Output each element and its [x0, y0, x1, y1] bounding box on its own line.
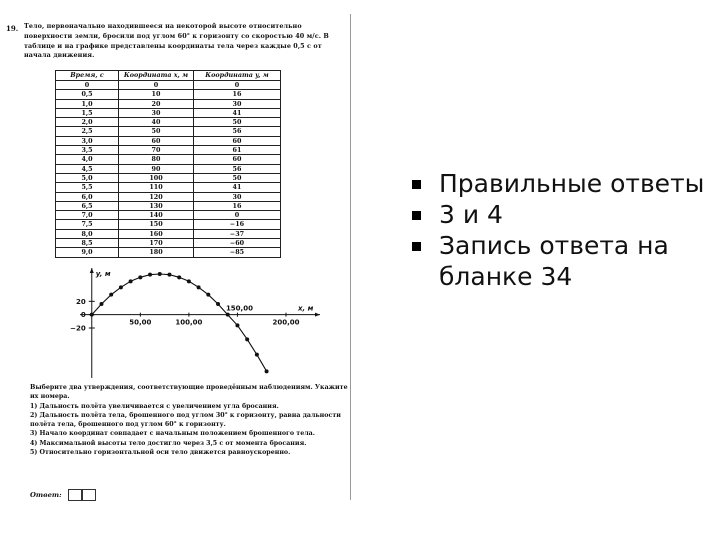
x-axis-arrow-icon [315, 313, 320, 317]
data-point [99, 302, 103, 306]
cell-x: 0 [119, 81, 194, 90]
cell-y: 60 [194, 136, 281, 145]
cell-time: 9,0 [56, 248, 119, 257]
table-row [56, 81, 281, 90]
cell-x: 70 [119, 146, 194, 155]
cell-y: 50 [194, 173, 281, 182]
bullet-text: Запись ответа на бланке 34 [439, 231, 669, 291]
cell-time: 1,5 [56, 108, 119, 117]
cell-y: −16 [194, 220, 281, 229]
cell-y: 50 [194, 118, 281, 127]
cell-y: 0 [194, 81, 281, 90]
table-row [56, 201, 281, 210]
table-body [56, 81, 281, 258]
data-point [235, 323, 239, 327]
table-row [56, 90, 281, 99]
answer-row [30, 489, 96, 501]
answer-options [30, 383, 352, 457]
cell-y: 56 [194, 127, 281, 136]
cell-time: 3,0 [56, 136, 119, 145]
square-bullet-icon [412, 242, 421, 251]
data-point [245, 337, 249, 341]
trajectory-chart [58, 264, 328, 382]
bullet-text: 3 и 4 [439, 200, 503, 229]
data-point [177, 275, 181, 279]
cell-x: 160 [119, 229, 194, 238]
answer-boxes [68, 489, 96, 501]
cell-time: 1,0 [56, 99, 119, 108]
y-axis-arrow-icon [90, 268, 94, 273]
cell-y: 30 [194, 99, 281, 108]
bullet-text: Правильные ответы [439, 169, 705, 198]
cell-time: 2,5 [56, 127, 119, 136]
cell-x: 110 [119, 183, 194, 192]
cell-x: 140 [119, 211, 194, 220]
table-row [56, 211, 281, 220]
x-tick-label: 200,00 [272, 318, 300, 327]
cell-time: 7,0 [56, 211, 119, 220]
option-3: 3) Начало координат совпадает с начальным положением брошенного тела. [30, 430, 315, 438]
bullet-item [412, 168, 712, 199]
cell-time: 6,0 [56, 192, 119, 201]
answer-box-1 [68, 489, 82, 501]
answer-label: Ответ: [30, 491, 62, 499]
cell-time: 0,5 [56, 90, 119, 99]
square-bullet-icon [412, 180, 421, 189]
data-point [119, 285, 123, 289]
data-point [255, 353, 259, 357]
data-point [265, 369, 269, 373]
table-row [56, 99, 281, 108]
y-tick-label: −20 [70, 324, 86, 333]
table-header-row [56, 71, 281, 81]
cell-time: 4,0 [56, 155, 119, 164]
table-row [56, 173, 281, 182]
option-1: 1) Дальность полёта увеличивается с увеличением угла бросания. [30, 402, 279, 410]
scanned-problem-page [0, 0, 352, 510]
data-point [138, 275, 142, 279]
cell-time: 8,0 [56, 229, 119, 238]
table-row [56, 127, 281, 136]
cell-x: 150 [119, 220, 194, 229]
cell-x: 180 [119, 248, 194, 257]
cell-x: 130 [119, 201, 194, 210]
cell-time: 5,0 [56, 173, 119, 182]
data-point [129, 279, 133, 283]
cell-time: 5,5 [56, 183, 119, 192]
table-row [56, 118, 281, 127]
answer-box-2 [82, 489, 96, 501]
cell-x: 20 [119, 99, 194, 108]
cell-y: −85 [194, 248, 281, 257]
cell-time: 7,5 [56, 220, 119, 229]
cell-y: 41 [194, 108, 281, 117]
y-tick-label: 20 [76, 297, 86, 306]
option-2: 2) Дальность полёта тела, брошенного под углом 30° к горизонту, равна дальности полёта тела, брошенного под углом 60° к горизонту. [30, 411, 341, 429]
option-5: 5) Относительно горизонтальной оси тело движется равноускоренно. [30, 449, 291, 457]
slide-bullets [412, 168, 712, 292]
data-point [90, 313, 94, 317]
data-point [206, 293, 210, 297]
table-row [56, 136, 281, 145]
cell-x: 170 [119, 239, 194, 248]
cell-time: 4,5 [56, 164, 119, 173]
cell-time: 2,0 [56, 118, 119, 127]
cell-y: −60 [194, 239, 281, 248]
cell-y: −37 [194, 229, 281, 238]
cell-x: 30 [119, 108, 194, 117]
cell-y: 56 [194, 164, 281, 173]
header-time: Время, с [56, 71, 119, 81]
cell-x: 80 [119, 155, 194, 164]
page-divider [350, 14, 351, 500]
cell-time: 3,5 [56, 146, 119, 155]
cell-y: 0 [194, 211, 281, 220]
table-row [56, 164, 281, 173]
header-x: Координата x, м [119, 71, 194, 81]
data-point [148, 273, 152, 277]
data-point [226, 313, 230, 317]
cell-x: 100 [119, 173, 194, 182]
x-tick-label: 100,00 [175, 318, 203, 327]
table-row [56, 239, 281, 248]
options-intro: Выберите два утверждения, соответствующие проведённым наблюдениям. Укажите их номера. [30, 384, 348, 401]
cell-x: 10 [119, 90, 194, 99]
table-row [56, 248, 281, 257]
chart-labels [70, 270, 313, 333]
table-row [56, 192, 281, 201]
table-row [56, 183, 281, 192]
table-row [56, 108, 281, 117]
bullet-item [412, 230, 712, 292]
data-point [109, 293, 113, 297]
table-row [56, 155, 281, 164]
cell-time: 8,5 [56, 239, 119, 248]
data-point [167, 273, 171, 277]
cell-x: 90 [119, 164, 194, 173]
cell-y: 61 [194, 146, 281, 155]
table-row [56, 146, 281, 155]
y-tick-label: 0 [80, 311, 86, 320]
cell-y: 41 [194, 183, 281, 192]
header-y: Координата y, м [194, 71, 281, 81]
table-row [56, 229, 281, 238]
square-bullet-icon [412, 211, 421, 220]
cell-x: 40 [119, 118, 194, 127]
x-tick-label: 150,00 [225, 304, 253, 313]
data-point [187, 279, 191, 283]
y-axis-label: y, м [95, 270, 111, 278]
problem-text: Тело, первоначально находившееся на некоторой высоте относительно поверхности земли, бросили под углом 60° к горизонту со скоростью 40 м/с. В таблице и на графике представлены координаты тела через каждые 0,5 с от начала движения. [24, 22, 329, 60]
cell-x: 120 [119, 192, 194, 201]
data-point [216, 302, 220, 306]
cell-y: 16 [194, 201, 281, 210]
cell-time: 0 [56, 81, 119, 90]
table-row [56, 220, 281, 229]
data-point [197, 285, 201, 289]
x-tick-label: 50,00 [129, 318, 152, 327]
cell-y: 30 [194, 192, 281, 201]
data-point [158, 272, 162, 276]
cell-time: 6,5 [56, 201, 119, 210]
cell-x: 60 [119, 136, 194, 145]
bullet-item [412, 199, 712, 230]
x-axis-label: x, м [298, 304, 314, 313]
problem-number: 19. [6, 24, 19, 33]
coordinates-table [55, 70, 281, 258]
cell-x: 50 [119, 127, 194, 136]
cell-y: 16 [194, 90, 281, 99]
cell-y: 60 [194, 155, 281, 164]
option-4: 4) Максимальной высоты тело достигло через 3,5 с от момента бросания. [30, 439, 307, 447]
